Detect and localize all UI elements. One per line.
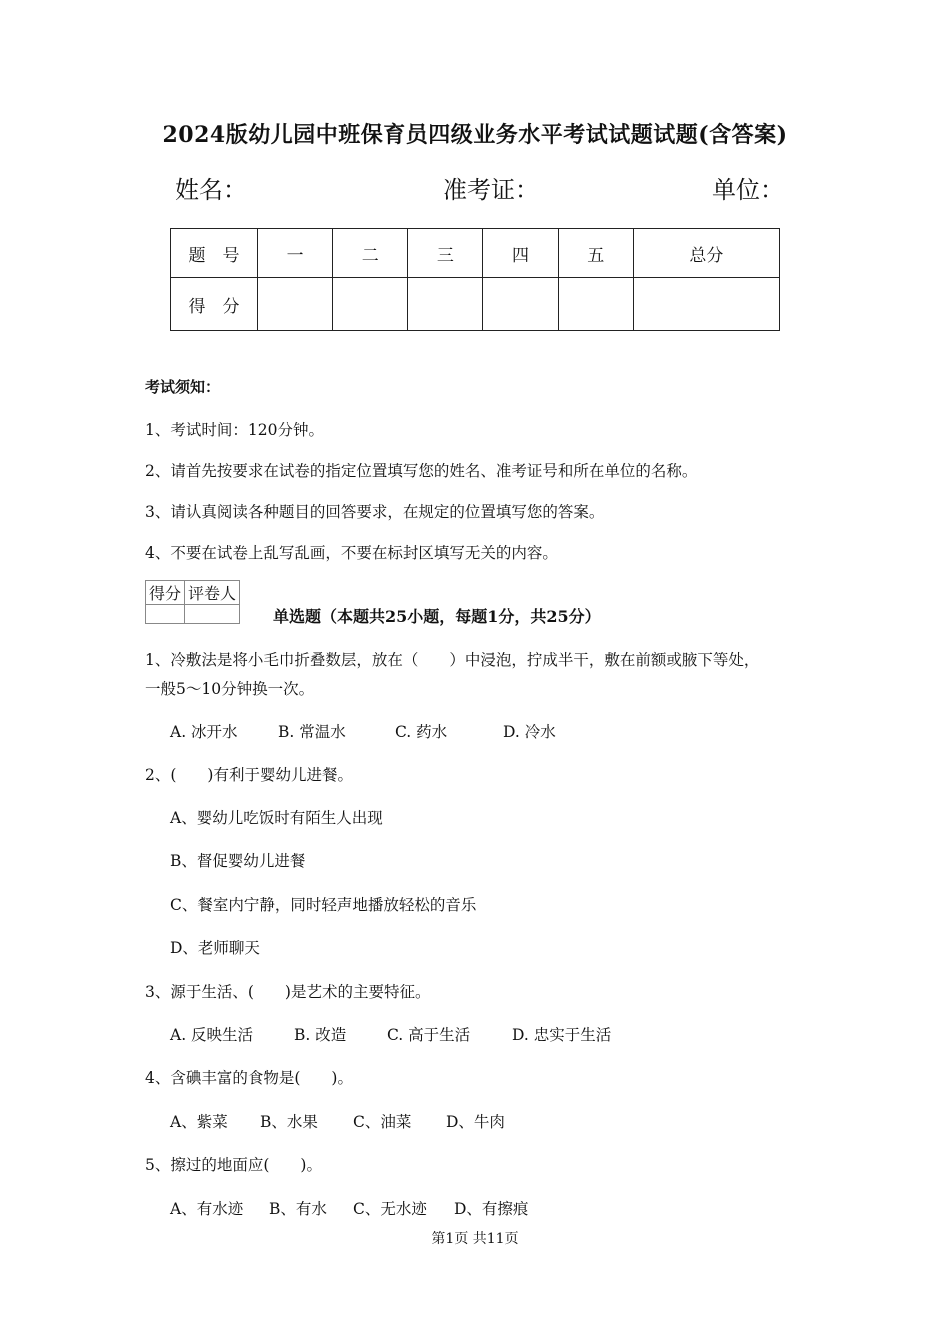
- score-input-cell[interactable]: [483, 278, 558, 331]
- answer-option[interactable]: B. 常温水: [278, 723, 346, 741]
- answer-option[interactable]: C. 高于生活: [387, 1026, 471, 1044]
- answer-option[interactable]: A. 反映生活: [170, 1026, 254, 1044]
- score-table-cell: 四: [483, 229, 558, 278]
- notice-item: 1、考试时间：120分钟。: [145, 421, 324, 439]
- name-field-label: 姓名：: [175, 176, 247, 204]
- answer-option[interactable]: D. 忠实于生活: [512, 1026, 612, 1044]
- unit-field-label: 单位：: [712, 176, 784, 204]
- grader-box: [145, 580, 240, 624]
- notice-item: 3、请认真阅读各种题目的回答要求，在规定的位置填写您的答案。: [145, 503, 605, 521]
- answer-option[interactable]: B. 改造: [294, 1026, 347, 1044]
- score-table-header-row: [171, 229, 780, 278]
- score-table-cell: 二: [333, 229, 408, 278]
- grader-reviewer-cell[interactable]: [185, 605, 240, 624]
- notice-heading: 考试须知：: [145, 378, 221, 396]
- question-stem: 2、( )有利于婴幼儿进餐。: [145, 766, 353, 784]
- answer-option[interactable]: B、水果: [260, 1113, 318, 1131]
- grader-reviewer-label: 评卷人: [185, 581, 240, 605]
- answer-option[interactable]: A、紫菜: [170, 1113, 228, 1131]
- question-stem: 3、源于生活、( )是艺术的主要特征。: [145, 983, 431, 1001]
- notice-item: 2、请首先按要求在试卷的指定位置填写您的姓名、准考证号和所在单位的名称。: [145, 462, 698, 480]
- answer-option[interactable]: A、婴幼儿吃饭时有陌生人出现: [170, 809, 383, 827]
- score-table: [170, 228, 780, 331]
- document-title: 2024版幼儿园中班保育员四级业务水平考试试题试题(含答案): [162, 122, 788, 148]
- ticket-field-label: 准考证：: [443, 176, 539, 204]
- grader-score-cell[interactable]: [146, 605, 185, 624]
- answer-option[interactable]: C. 药水: [395, 723, 448, 741]
- score-input-cell[interactable]: [258, 278, 333, 331]
- answer-option[interactable]: D、有擦痕: [454, 1200, 529, 1218]
- answer-option[interactable]: D、老师聊天: [170, 939, 260, 957]
- answer-option[interactable]: B、有水: [269, 1200, 327, 1218]
- score-table-cell: 得 分: [171, 278, 258, 331]
- question-stem: 1、冷敷法是将小毛巾折叠数层，放在（ ）中浸泡，拧成半干，敷在前额或腋下等处，: [145, 651, 760, 669]
- answer-option[interactable]: A. 冰开水: [170, 723, 238, 741]
- page-footer: 第1页 共11页: [431, 1231, 519, 1247]
- score-input-cell[interactable]: [333, 278, 408, 331]
- question-stem: 5、擦过的地面应( )。: [145, 1156, 322, 1174]
- answer-option[interactable]: C、无水迹: [353, 1200, 427, 1218]
- section-title: 单选题（本题共25小题，每题1分，共25分）: [273, 607, 601, 626]
- answer-option[interactable]: C、餐室内宁静，同时轻声地播放轻松的音乐: [170, 896, 477, 914]
- answer-option[interactable]: C、油菜: [353, 1113, 412, 1131]
- answer-option[interactable]: D、牛肉: [446, 1113, 505, 1131]
- score-table-cell: 五: [558, 229, 633, 278]
- answer-option[interactable]: A、有水迹: [170, 1200, 244, 1218]
- score-table-cell: 三: [408, 229, 483, 278]
- answer-option[interactable]: D. 冷水: [503, 723, 556, 741]
- score-table-score-row: [171, 278, 780, 331]
- score-table-cell: 总分: [633, 229, 779, 278]
- score-input-cell[interactable]: [558, 278, 633, 331]
- question-stem-continued: 一般5～10分钟换一次。: [145, 680, 315, 698]
- score-table-cell: 题 号: [171, 229, 258, 278]
- score-input-cell[interactable]: [408, 278, 483, 331]
- grader-score-label: 得分: [146, 581, 185, 605]
- score-input-cell[interactable]: [633, 278, 779, 331]
- score-table-cell: 一: [258, 229, 333, 278]
- answer-option[interactable]: B、督促婴幼儿进餐: [170, 852, 306, 870]
- notice-item: 4、不要在试卷上乱写乱画，不要在标封区填写无关的内容。: [145, 544, 558, 562]
- question-stem: 4、含碘丰富的食物是( )。: [145, 1069, 353, 1087]
